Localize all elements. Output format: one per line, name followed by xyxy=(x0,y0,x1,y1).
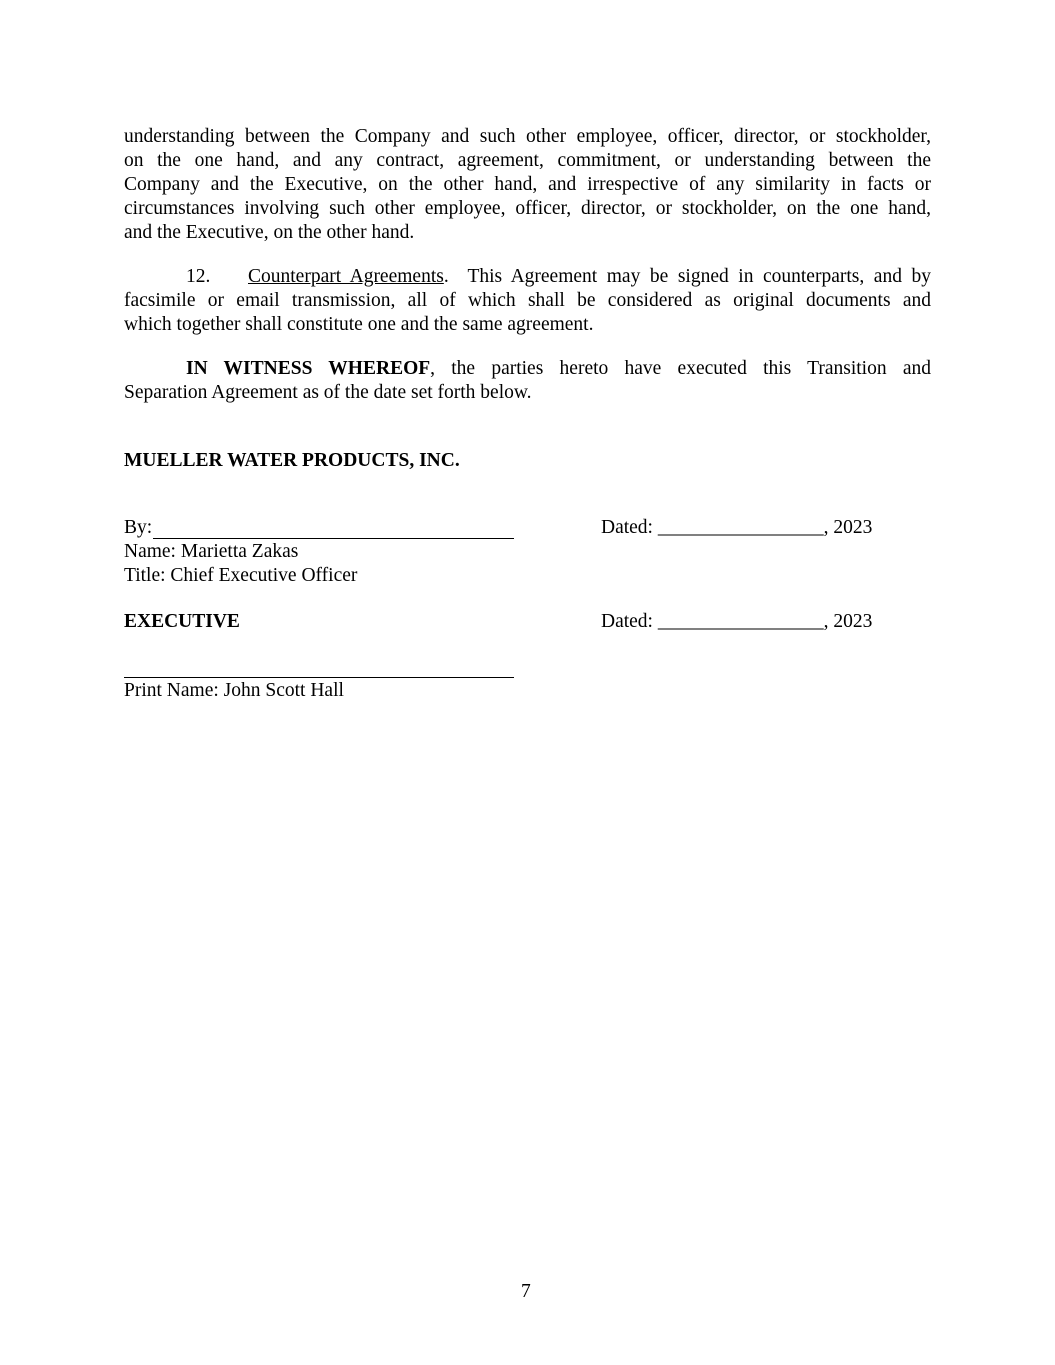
company-signature-line[interactable] xyxy=(153,538,514,539)
paragraph-line: facsimile or email transmission, all of which shall be considered as original documents and xyxy=(124,290,931,311)
witness-bold-text: IN WITNESS WHEREOF xyxy=(186,358,431,379)
by-label: By: xyxy=(124,517,153,538)
section-text: . This Agreement may be signed in counterparts, and by xyxy=(443,266,931,287)
paragraph-line: which together shall constitute one and the same agreement. xyxy=(124,314,594,335)
signer-name: Name: Marietta Zakas xyxy=(124,541,299,562)
section-12-line-1 xyxy=(124,265,931,289)
page-number: 7 xyxy=(521,1281,531,1302)
section-number: 12. xyxy=(186,266,211,287)
paragraph-line: Company and the Executive, on the other hand, and irrespective of any similarity in facts or xyxy=(124,174,931,195)
executive-print-name: Print Name: John Scott Hall xyxy=(124,680,344,701)
section-12-paragraph xyxy=(124,265,931,337)
paragraph-line: on the one hand, and any contract, agreement, commitment, or understanding between the xyxy=(124,150,931,171)
company-name: MUELLER WATER PRODUCTS, INC. xyxy=(124,450,460,471)
continuation-paragraph xyxy=(124,125,931,245)
witness-paragraph xyxy=(124,357,931,405)
witness-text: , the parties hereto have executed this Transition and xyxy=(430,358,931,379)
paragraph-line: circumstances involving such other employee, officer, director, or stockholder, on the one hand, xyxy=(124,198,931,219)
executive-signature-line[interactable] xyxy=(124,677,514,678)
section-heading: Counterpart Agreements xyxy=(248,266,444,287)
executive-dated: Dated: _________________, 2023 xyxy=(601,611,873,632)
company-dated: Dated: _________________, 2023 xyxy=(601,517,873,538)
paragraph-line: and the Executive, on the other hand. xyxy=(124,222,415,243)
signer-title: Title: Chief Executive Officer xyxy=(124,565,358,586)
witness-line-1 xyxy=(124,357,931,381)
paragraph-line: understanding between the Company and such other employee, officer, director, or stockholder, xyxy=(124,126,931,147)
paragraph-line: Separation Agreement as of the date set forth below. xyxy=(124,382,532,403)
executive-label: EXECUTIVE xyxy=(124,611,240,632)
